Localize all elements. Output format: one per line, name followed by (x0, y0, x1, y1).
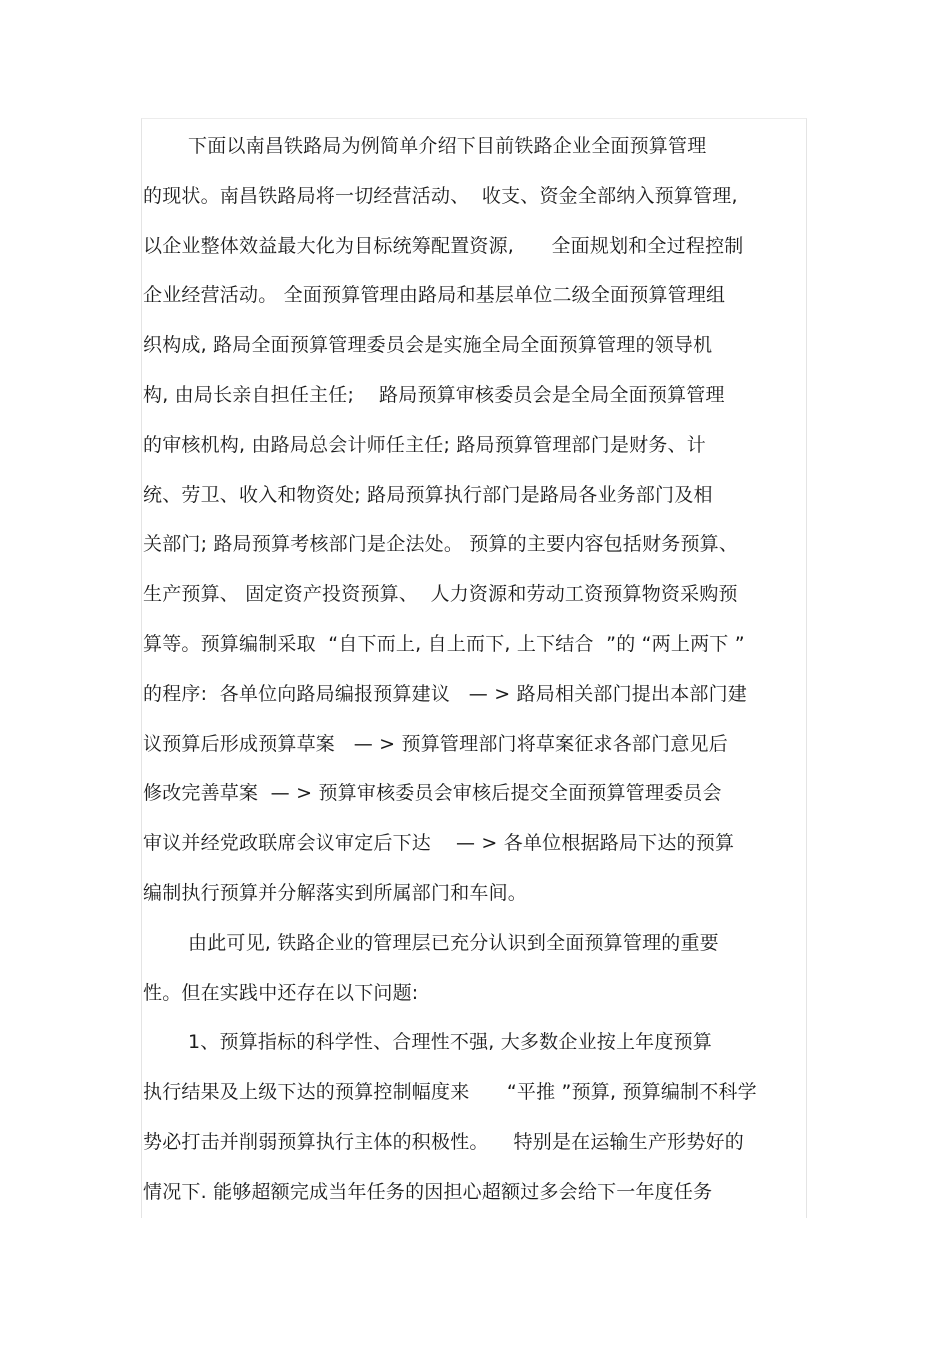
text-line: 统、劳卫、收入和物资处; 路局预算执行部门是路局各业务部门及相 (143, 483, 713, 506)
text-line: 织构成, 路局全面预算管理委员会是实施全局全面预算管理的领导机 (143, 334, 713, 357)
text-line: 关部门; 路局预算考核部门是企法处。 预算的主要内容包括财务预算、 (143, 533, 739, 556)
text-line: 下面以南昌铁路局为例简单介绍下目前铁路企业全面预算管理 (188, 135, 707, 157)
text-line: 算等。预算编制采取 “自下而上, 自上而下, 上下结合 ”的 “两上两下 ” (143, 632, 745, 655)
paragraph-railway-budget-status (143, 122, 813, 919)
text-line: 企业经营活动。 全面预算管理由路局和基层单位二级全面预算管理组 (143, 284, 726, 307)
text-line: 构, 由局长亲自担任主任; 路局预算审核委员会是全局全面预算管理 (143, 383, 725, 406)
text-line: 审议并经党政联席会议审定后下达 — > 各单位根据路局下达的预算 (143, 832, 735, 855)
text-line: 生产预算、 固定资产投资预算、 人力资源和劳动工资预算物资采购预 (143, 583, 738, 606)
text-line: 议预算后形成预算草案 — > 预算管理部门将草案征求各部门意见后 (143, 732, 728, 755)
text-line: 以企业整体效益最大化为目标统筹配置资源, 全面规划和全过程控制 (143, 234, 744, 257)
text-line: 性。但在实践中还存在以下问题: (143, 981, 419, 1004)
text-line: 情况下. 能够超额完成当年任务的因担心超额过多会给下一年度任务 (143, 1180, 713, 1203)
text-line: 的程序: 各单位向路局编报预算建议 — > 路局相关部门提出本部门建 (143, 682, 747, 705)
text-line: 由此可见, 铁路企业的管理层已充分认识到全面预算管理的重要 (188, 931, 719, 954)
text-line: 编制执行预算并分解落实到所属部门和车间。 (143, 881, 528, 904)
document-body (143, 122, 813, 1218)
text-line: 1、预算指标的科学性、合理性不强, 大多数企业按上年度预算 (188, 1031, 712, 1054)
text-line: 执行结果及上级下达的预算控制幅度来 “平推 ”预算, 预算编制不科学 (143, 1081, 757, 1104)
text-line: 的审核机构, 由路局总会计师任主任; 路局预算管理部门是财务、计 (143, 433, 706, 456)
paragraph-management-awareness (143, 919, 813, 1019)
text-line: 修改完善草案 — > 预算审核委员会审核后提交全面预算管理委员会 (143, 782, 722, 805)
text-line: 势必打击并削弱预算执行主体的积极性。 特别是在运输生产形势好的 (143, 1130, 744, 1153)
text-line: 的现状。南昌铁路局将一切经营活动、 收支、资金全部纳入预算管理, (143, 184, 738, 207)
paragraph-problem-1 (143, 1018, 813, 1217)
